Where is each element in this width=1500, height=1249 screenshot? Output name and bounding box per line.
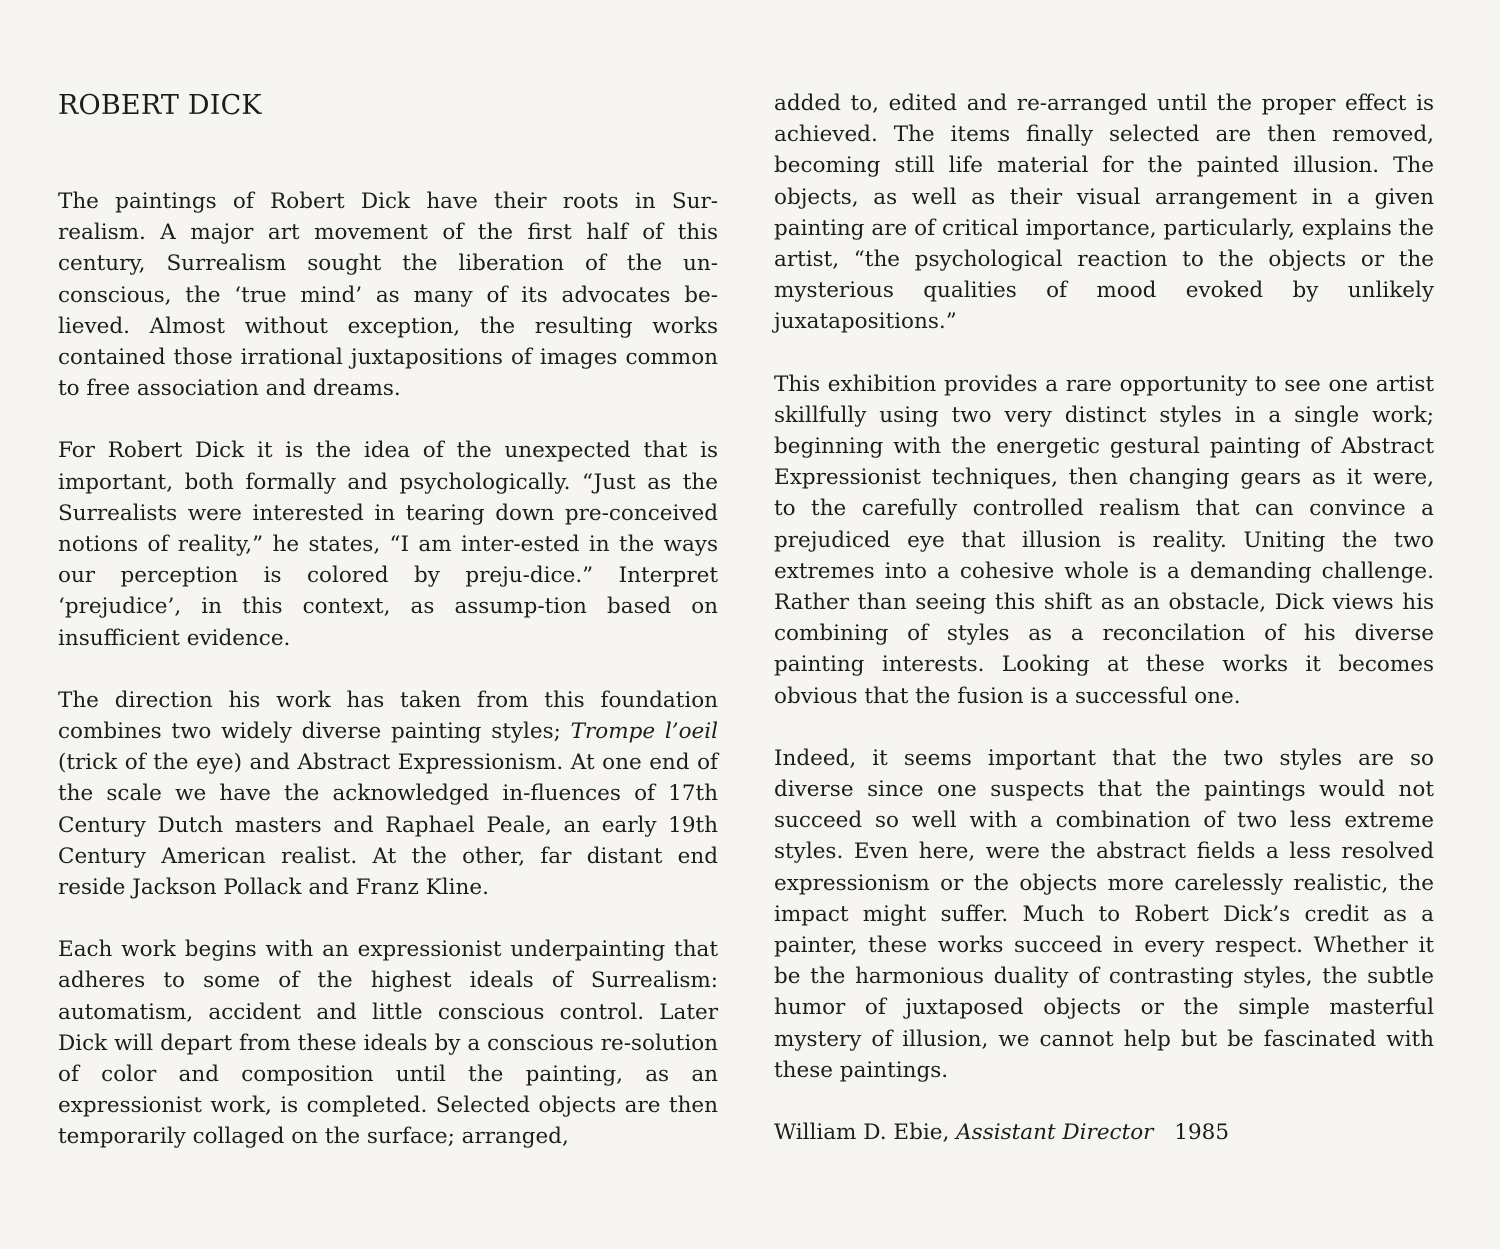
right-column (774, 88, 1434, 1148)
paragraph-continued: added to, edited and re-arranged until the proper effect is achieved. The items finally selected are then removed, becoming still life material for the painted illusion. The objects, as well as their visual arrangement in a given painting are of critical importance, particularly, explains the artist, “the psychological reaction to the objects or the mysterious qualities of mood evoked by unlikely juxatapositions.” (774, 91, 1434, 335)
paragraph-each-work: Each work begins with an expressionist underpainting that adheres to some of the highest ideals of Surrealism: automatism, accident and little conscious control. Later Dick will depart from these ideals by a conscious re-solution of color and composition until the painting, as an expressionist work, is completed. Selected objects are then temporarily collaged on the surface; arranged, (58, 937, 718, 1150)
signature-name: William D. Ebie, (774, 1120, 950, 1146)
page-title: ROBERT DICK (58, 90, 262, 121)
paragraph-direction (58, 685, 718, 903)
trompe-loeil-italic: Trompe l’oeil (570, 719, 718, 745)
left-column (58, 88, 718, 1184)
paragraph-unexpected: For Robert Dick it is the idea of the unexpected that is important, both formally and psychologically. “Just as the Surrealists were interested in tearing down pre-conceived notions of reality,” he states, “I am inter-ested in the ways our perception is colored by preju-dice.” Interpret ‘prejudice’, in this context, as assump-tion based on insufficient evidence. (58, 438, 718, 651)
paragraph-direction-text-1: The direction his work has taken from this foundation combines two widely diverse painting styles; (58, 687, 718, 745)
paragraph-surrealism-roots: The paintings of Robert Dick have their roots in Sur-realism. A major art movement of the first half of this century, Surrealism sought the liberation of the un-conscious, the ‘true mind’ as many of its advocates be-lieved. Almost without exception, the resulting works contained those irrational juxtapositions of images common to free association and dreams. (58, 189, 718, 402)
paragraph-indeed: Indeed, it seems important that the two styles are so diverse since one suspects that the paintings would not succeed so well with a combination of two less extreme styles. Even here, were the abstract fields a less resolved expressionism or the objects more carelessly realistic, the impact might suffer. Much to Robert Dick’s credit as a painter, these works succeed in every respect. Whether it be the harmonious duality of contrasting styles, the subtle humor of juxtaposed objects or the simple masterful mystery of illusion, we cannot help but be fascinated with these paintings. (774, 745, 1434, 1083)
paragraph-direction-text-2: (trick of the eye) and Abstract Expressionism. At one end of the scale we have the acknowledged in-fluences of 17th Century Dutch masters and Raphael Peale, an early 19th Century American realist. At the other, far distant end reside Jackson Pollack and Franz Kline. (58, 750, 718, 901)
paragraph-exhibition: This exhibition provides a rare opportunity to see one artist skillfully using two very distinct styles in a single work; beginning with the energetic gestural painting of Abstract Expressionist techniques, then changing gears as it were, to the carefully controlled realism that can convince a prejudiced eye that illusion is reality. Uniting the two extremes into a cohesive whole is a demanding challenge. Rather than seeing this shift as an obstacle, Dick views his combining of styles as a reconcilation of his diverse painting interests. Looking at these works it becomes obvious that the fusion is a successful one. (774, 371, 1434, 709)
signature (774, 1117, 1434, 1148)
signature-year: 1985 (1174, 1120, 1230, 1146)
signature-role: Assistant Director (956, 1120, 1154, 1146)
